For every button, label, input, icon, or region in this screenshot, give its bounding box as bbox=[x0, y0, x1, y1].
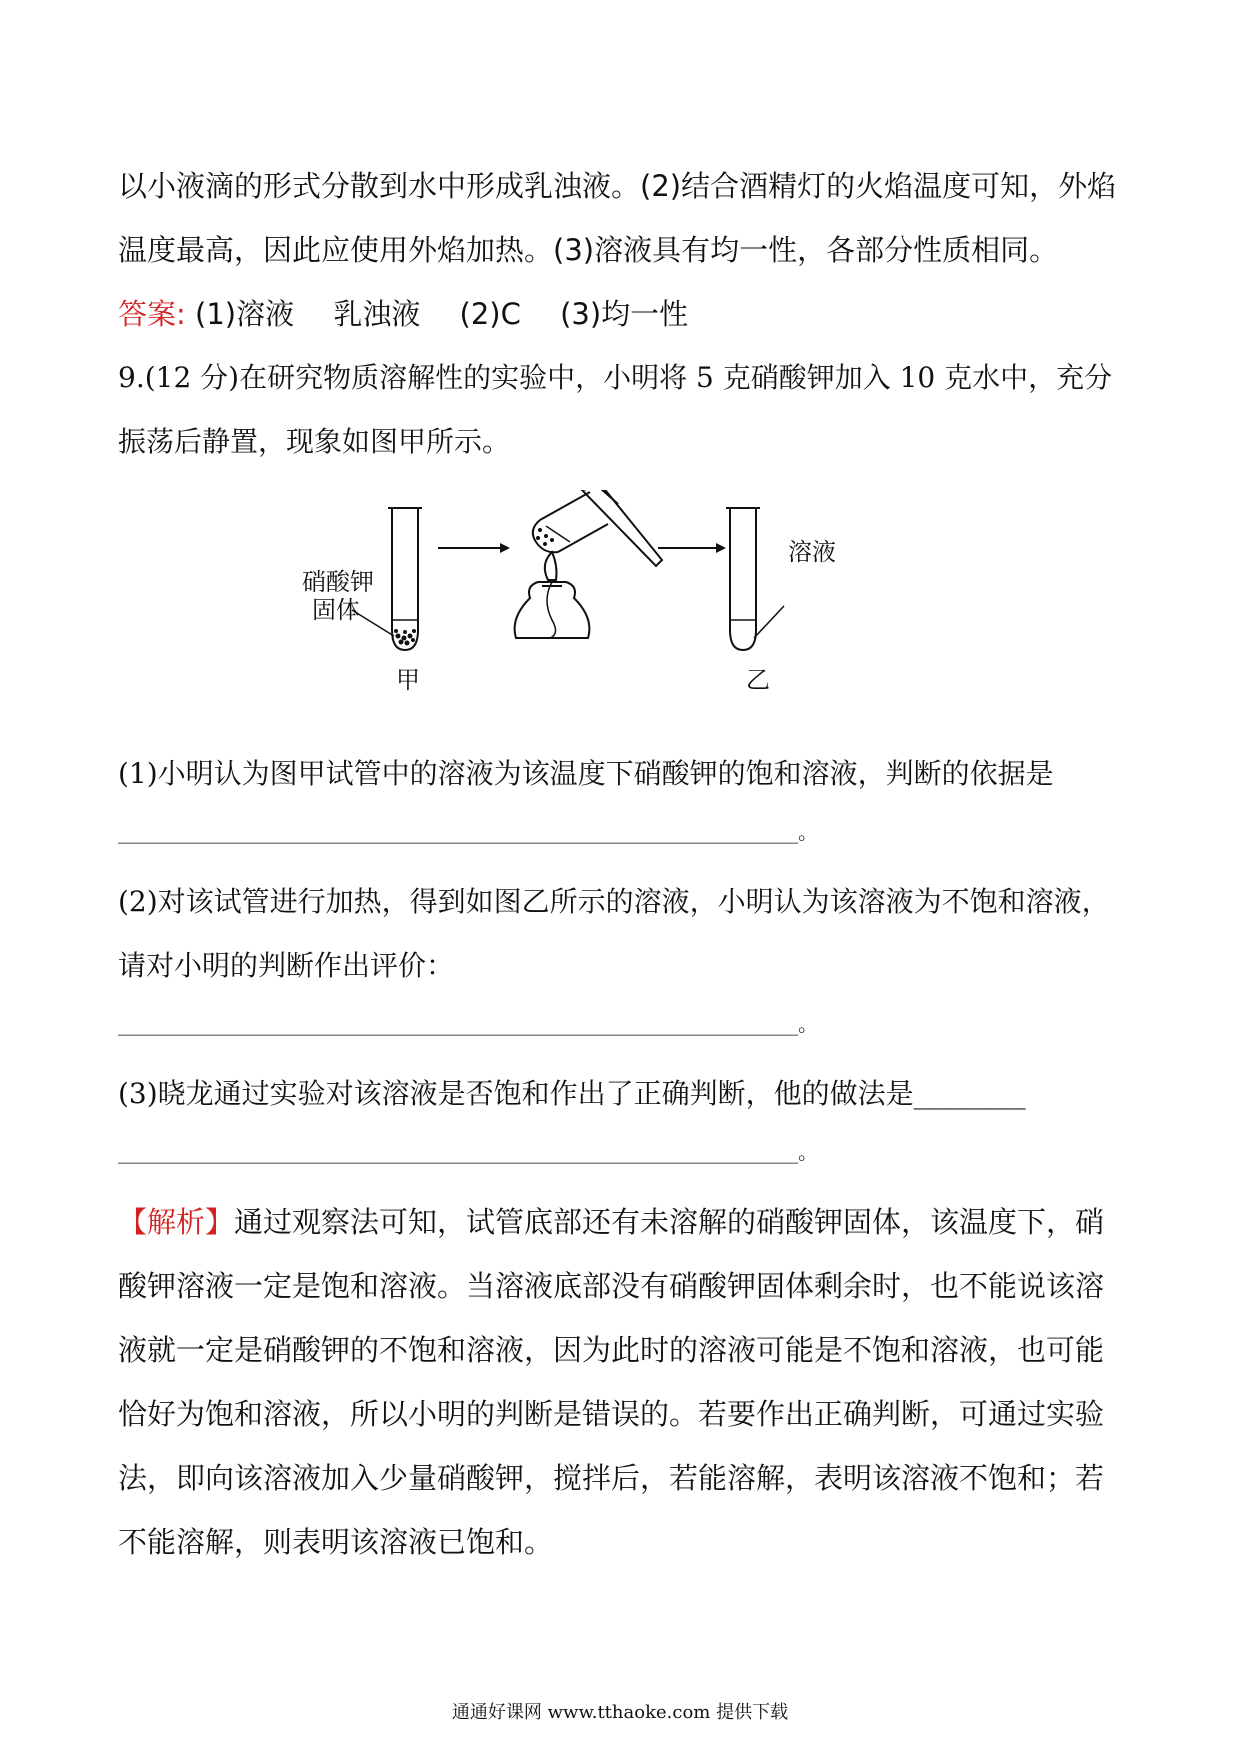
answer-blank-3[interactable]: ____________________________________________________________________。 bbox=[118, 1140, 818, 1164]
answer-blank-2[interactable]: ____________________________________________________________________。 bbox=[118, 1012, 818, 1036]
arrow-right-icon bbox=[438, 543, 510, 553]
prev-analysis-line-1: 以小液滴的形式分散到水中形成乳浊液。(2)结合酒精灯的火焰温度可知，外焰 bbox=[118, 169, 1117, 203]
analysis-line-3: 液就一定是硝酸钾的不饱和溶液，因为此时的溶液可能是不饱和溶液，也可能 bbox=[118, 1333, 1105, 1367]
test-tube-jia bbox=[388, 508, 422, 650]
analysis-line-5: 法，即向该溶液加入少量硝酸钾，搅拌后，若能溶解，表明该溶液不饱和；若 bbox=[118, 1461, 1105, 1495]
subquestion-2-line-1: (2)对该试管进行加热，得到如图乙所示的溶液，小明认为该溶液为不饱和溶液， bbox=[118, 885, 1110, 918]
experiment-figure bbox=[290, 490, 930, 700]
solid-crystals bbox=[394, 629, 416, 646]
answer-3: (3)均一性 bbox=[560, 297, 689, 331]
prev-answer bbox=[118, 292, 688, 333]
page-footer: 通通好课网 www.tthaoke.com 提供下载 bbox=[451, 1702, 789, 1723]
heated-crystals bbox=[536, 528, 554, 546]
analysis-line-2: 酸钾溶液一定是饱和溶液。当溶液底部没有硝酸钾固体剩余时，也不能说该溶 bbox=[118, 1269, 1105, 1303]
arrow-right-icon bbox=[658, 543, 726, 553]
answer-1: (1)溶液 bbox=[195, 297, 295, 331]
subquestion-1: (1)小明认为图甲试管中的溶液为该温度下硝酸钾的饱和溶液，判断的依据是 bbox=[118, 757, 1054, 790]
subquestion-3-line-1: (3)晓龙通过实验对该溶液是否饱和作出了正确判断，他的做法是________ bbox=[118, 1077, 1026, 1110]
answer-1b: 乳浊液 bbox=[333, 297, 421, 331]
analysis-line-1 bbox=[118, 1200, 1104, 1241]
prev-analysis-line-2: 温度最高，因此应使用外焰加热。(3)溶液具有均一性，各部分性质相同。 bbox=[118, 233, 1059, 267]
label-yi: 乙 bbox=[746, 666, 770, 694]
heating-apparatus bbox=[515, 490, 662, 638]
solution-label-pointer bbox=[754, 606, 784, 638]
label-jia: 甲 bbox=[396, 666, 420, 694]
label-solid-1: 硝酸钾 bbox=[302, 568, 374, 596]
question-stem-line-2: 振荡后静置，现象如图甲所示。 bbox=[118, 425, 511, 458]
answer-2: (2)C bbox=[459, 297, 521, 331]
analysis-label: 【解析】 bbox=[118, 1205, 235, 1239]
question-stem-line-1: 9.(12 分)在研究物质溶解性的实验中，小明将 5 克硝酸钾加入 10 克水中，充分 bbox=[118, 361, 1113, 394]
subquestion-2-line-2: 请对小明的判断作出评价： bbox=[118, 949, 455, 982]
answer-blank-1[interactable]: ____________________________________________________________________。 bbox=[118, 820, 818, 844]
analysis-text-1: 通过观察法可知，试管底部还有未溶解的硝酸钾固体，该温度下，硝 bbox=[234, 1205, 1105, 1239]
test-tube-yi bbox=[726, 508, 760, 650]
label-solid-2: 固体 bbox=[312, 596, 360, 624]
analysis-line-6: 不能溶解，则表明该溶液已饱和。 bbox=[118, 1525, 554, 1559]
label-solution: 溶液 bbox=[788, 538, 836, 566]
analysis-line-4: 恰好为饱和溶液，所以小明的判断是错误的。若要作出正确判断，可通过实验 bbox=[118, 1397, 1105, 1431]
answer-label: 答案: bbox=[118, 297, 186, 331]
